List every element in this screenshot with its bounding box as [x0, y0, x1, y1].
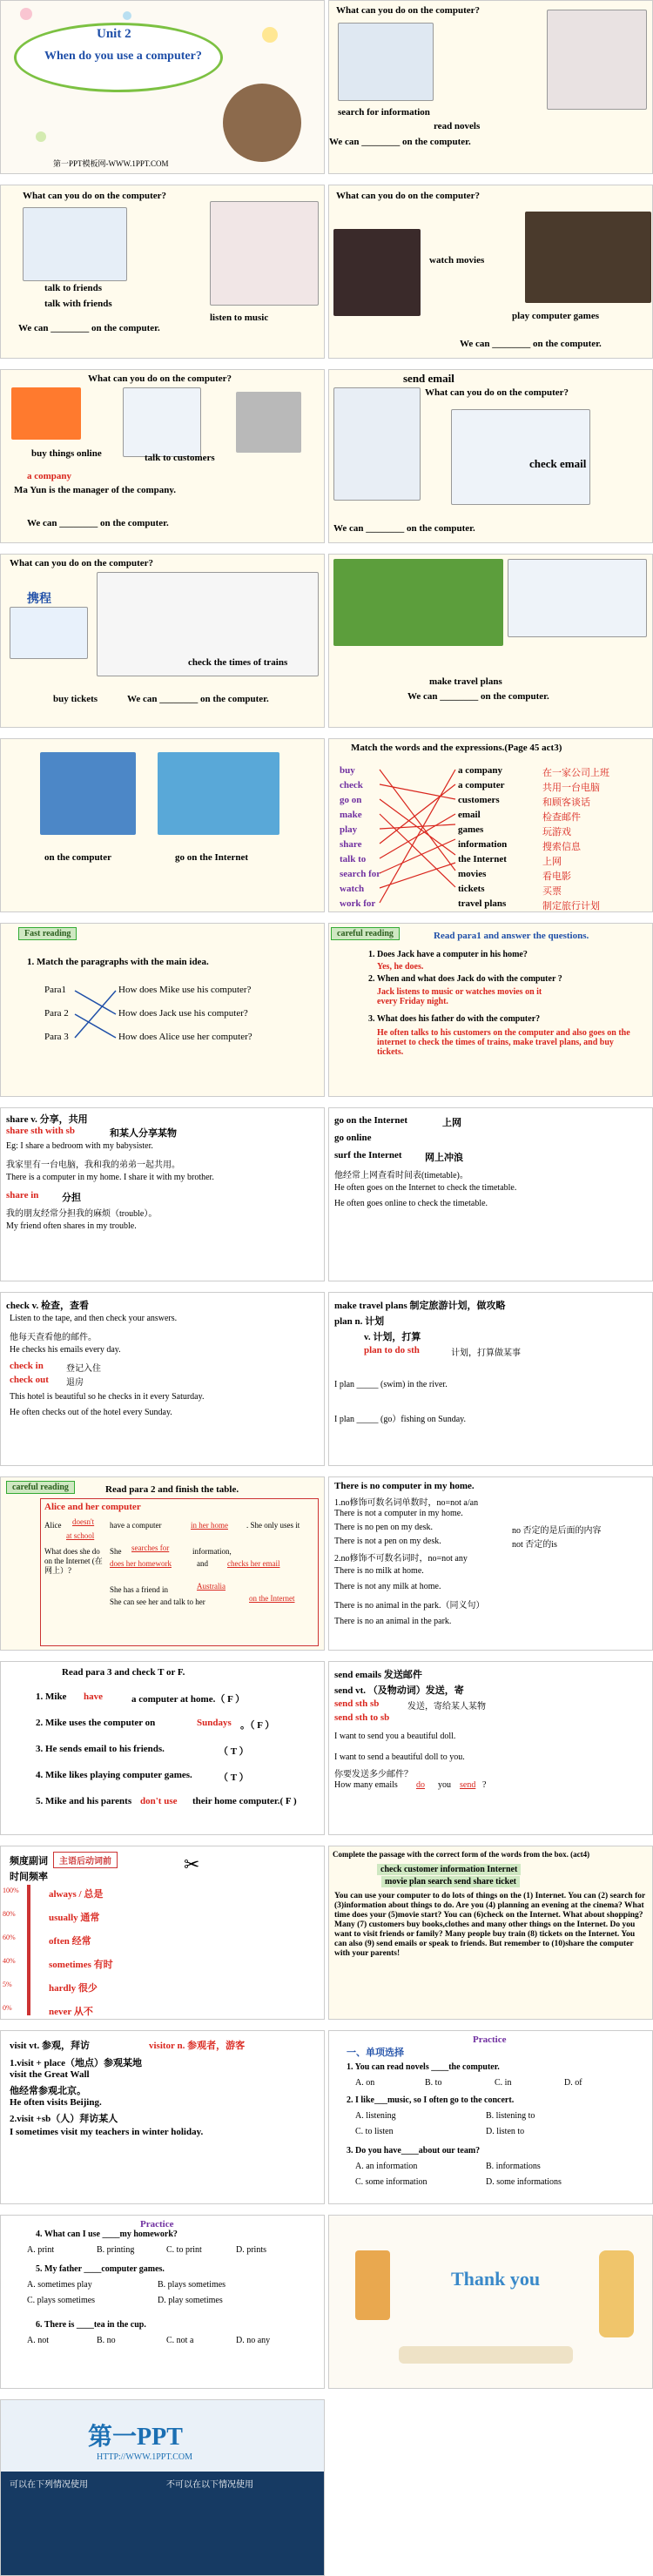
line-4: 2.visit +sb（人）拜访某人: [10, 2114, 118, 2124]
heading: make travel plans 制定旅游计划，做攻略: [334, 1301, 506, 1311]
tf-keyword: have: [84, 1692, 103, 1702]
left-word: go on: [340, 795, 362, 805]
line-3: There is no pen on my desk.: [334, 1523, 434, 1532]
option: A. not: [27, 2336, 49, 2345]
slide-visit: [0, 2030, 325, 2204]
slide-movies: [328, 185, 653, 359]
noun: plan n. 计划: [334, 1316, 385, 1327]
label-customers: talk to customers: [145, 453, 215, 463]
lesson-title: When do you use a computer?: [44, 50, 202, 63]
slide-internet: [0, 738, 325, 912]
option: D. prints: [236, 2245, 266, 2255]
cell-she: She: [110, 1547, 122, 1556]
tf-answer: 。（ F ）: [240, 1720, 275, 1731]
option: B. to: [425, 2078, 442, 2088]
frequency-percent: 80%: [3, 1910, 16, 1918]
careful-reading-tag: careful reading: [331, 927, 400, 940]
slide-title: Read para1 and answer the questions.: [434, 931, 589, 941]
right-word: a computer: [458, 780, 505, 790]
q2: 2. When and what does Jack do with the computer ?: [368, 974, 562, 984]
q5: 5. My father ____computer games.: [36, 2264, 165, 2274]
idea-1: How does Mike use his computer?: [118, 985, 252, 995]
slide-thanks: [328, 2215, 653, 2389]
label-go-internet: go on the Internet: [175, 852, 249, 863]
check-out: check out: [10, 1375, 49, 1385]
left-word: make: [340, 810, 362, 820]
right-word: tickets: [458, 884, 485, 894]
option: D. no any: [236, 2336, 271, 2345]
option: B. no: [97, 2336, 116, 2345]
q1: 1. You can read novels ____the computer.: [347, 2062, 500, 2072]
left-word: search for: [340, 869, 381, 879]
chat-window: [123, 387, 201, 457]
computer-photo: [40, 752, 136, 835]
right-word: customers: [458, 795, 500, 805]
line-3: He often visits Beijing.: [10, 2097, 102, 2108]
taobao-logo: [11, 387, 81, 440]
line-2: go online: [334, 1133, 372, 1143]
slide-brand: [0, 2399, 325, 2576]
slide-match-words: [328, 738, 653, 912]
ctrip-logo: 携程: [27, 593, 51, 606]
match-lines: [329, 739, 653, 912]
slide-frequency: [0, 1846, 325, 2020]
question: 1. Match the paragraphs with the main idea.: [27, 957, 209, 967]
frequency-percent: 0%: [3, 2004, 12, 2012]
example-cn: 他经常上网查看时间表(timetable)。: [334, 1171, 468, 1180]
travel-banner: [333, 559, 503, 646]
pattern-2: send sth to sb: [334, 1712, 390, 1723]
tf-question: 3. He sends email to his friends.: [36, 1744, 165, 1754]
option: B. informations: [486, 2162, 541, 2171]
slide-careful-reading-2: [0, 1476, 325, 1651]
search-screenshot: [338, 23, 434, 101]
tf-answer: their home computer.( F ): [192, 1796, 297, 1806]
tf-answer: （ T ）: [219, 1772, 249, 1783]
slide-title: What can you do on the computer?: [336, 191, 481, 201]
brand-logo: 第一PPT: [88, 2424, 183, 2451]
tf-answer: a computer at home.（ F ）: [131, 1694, 246, 1705]
a1: Yes, he does.: [377, 962, 424, 972]
option: D. listen to: [486, 2127, 525, 2136]
option: B. printing: [97, 2245, 135, 2255]
line-9: There is no an animal in the park.: [334, 1617, 452, 1626]
site-footer: 第一PPT模板网-WWW.1PPT.COM: [53, 159, 169, 168]
chinese-word: 检查邮件: [542, 812, 581, 823]
label-buy-tickets: buy tickets: [53, 694, 98, 704]
thank-you: Thank you: [451, 2268, 541, 2290]
label-times: check the times of trains: [188, 657, 288, 668]
left-word: talk to: [340, 854, 367, 864]
music-screenshot: [210, 201, 319, 306]
left-word: play: [340, 824, 358, 835]
line-2: visit the Great Wall: [10, 2069, 90, 2080]
ticket-site: [10, 607, 88, 659]
pattern: plan to do sth: [364, 1345, 420, 1355]
label-games: play computer games: [512, 311, 600, 321]
slide-email: [328, 369, 653, 543]
line-1: send vt. （及物动词）发送，寄: [334, 1685, 464, 1696]
q3: 3. Do you have____about our team?: [347, 2146, 481, 2156]
frequency-word: hardly 很少: [49, 1983, 98, 1994]
manager-photo: [236, 392, 301, 453]
match-line: [380, 784, 455, 799]
label-check-email: check email: [529, 457, 587, 470]
example-3-d: send: [460, 1780, 476, 1790]
right-word: the Internet: [458, 854, 507, 864]
tf-keyword: Sundays: [197, 1718, 232, 1728]
slide-title: What can you do on the computer?: [88, 373, 232, 384]
label-send-email: send email: [403, 372, 454, 385]
novel-screenshot: [547, 10, 647, 110]
idea-3: How does Alice use her computer?: [118, 1032, 252, 1042]
match-line: [75, 1014, 116, 1038]
heading: send emails 发送邮件: [334, 1670, 422, 1680]
option: C. in: [495, 2078, 512, 2088]
label-talk-to: talk to friends: [44, 283, 102, 293]
blank-sentence: We can ________ on the computer.: [18, 323, 160, 333]
line-5: I sometimes visit my teachers in winter holiday.: [10, 2127, 204, 2137]
line-3-cn: 网上冲浪: [425, 1153, 463, 1163]
rule-2: 2.no修饰不可数名词时，no=not any: [334, 1554, 468, 1564]
check-out-cn: 退房: [66, 1378, 84, 1388]
cell-australia: Australia: [197, 1582, 226, 1591]
example-3-cn: 你要发送多少邮件？: [334, 1770, 413, 1779]
option: A. print: [27, 2245, 55, 2255]
slide-fast-reading: [0, 923, 325, 1097]
frequency-percent: 5%: [3, 1981, 12, 1988]
match-line: [75, 991, 116, 1014]
line-1: 1.visit + place（地点）参观某地: [10, 2058, 143, 2068]
line-4-cn: not 否定的is: [512, 1540, 557, 1550]
match-line: [380, 784, 455, 844]
cell-info: information,: [192, 1547, 232, 1556]
example-2: I want to send a beautiful doll to you.: [334, 1752, 465, 1762]
q6: 6. There is ____tea in the cup.: [36, 2320, 146, 2330]
pencil-cup-icon: [355, 2250, 390, 2320]
chinese-word: 看电影: [542, 871, 571, 882]
chinese-word: 玩游戏: [542, 827, 571, 837]
label-movies: watch movies: [429, 255, 485, 266]
example-3-e: ?: [482, 1780, 487, 1790]
option: D. some informations: [486, 2177, 562, 2187]
line-3-cn: no 否定的是后面的内容: [512, 1526, 602, 1536]
slide-shopping: [0, 369, 325, 543]
manager-sentence: Ma Yun is the manager of the company.: [14, 485, 176, 495]
right-word: a company: [458, 765, 503, 776]
slide-title: What can you do on the computer?: [23, 191, 167, 201]
option: C. to print: [166, 2245, 202, 2255]
match-line: [75, 991, 116, 1038]
slide-practice-2: [0, 2215, 325, 2389]
frequency-word: sometimes 有时: [49, 1960, 113, 1970]
para-1: Para1: [44, 985, 67, 995]
slide-go-online: [328, 1107, 653, 1281]
frequency-percent: 40%: [3, 1957, 16, 1965]
left-word: buy: [340, 765, 355, 776]
right-word: information: [458, 839, 508, 850]
chinese-word: 共用一台电脑: [542, 783, 600, 793]
cell-uses: . She only uses it: [246, 1521, 300, 1530]
example-2: He often goes online to check the timetable.: [334, 1199, 488, 1208]
label-talk-with: talk with friends: [44, 299, 112, 309]
line-4: There is not a pen on my desk.: [334, 1537, 441, 1546]
animal-row: [399, 2346, 573, 2364]
example-1: Listen to the tape, and then check your answers.: [10, 1314, 178, 1323]
cell-friend: She has a friend in: [110, 1585, 168, 1594]
check-in: check in: [10, 1361, 44, 1371]
q2: 2. I like___music, so I often go to the concert.: [347, 2095, 515, 2105]
cell-internet: on the Internet: [249, 1594, 295, 1603]
a2: Jack listens to music or watches movies on it every Friday night.: [377, 987, 542, 1006]
blank-sentence: We can ________ on the computer.: [27, 518, 169, 528]
slide-travel: [328, 554, 653, 728]
slide-tickets: [0, 554, 325, 728]
cell-school: at school: [66, 1531, 95, 1540]
exercise-1: I plan _____ (swim) in the river.: [334, 1380, 448, 1389]
fast-reading-tag: Fast reading: [18, 927, 77, 940]
label-novels: read novels: [434, 121, 481, 131]
label-on-computer: on the computer: [44, 852, 111, 863]
frequency-percent: 60%: [3, 1934, 16, 1941]
example-2: He checks his emails every day.: [10, 1345, 121, 1355]
option: C. to listen: [355, 2127, 394, 2136]
tf-question: 4. Mike likes playing computer games.: [36, 1770, 192, 1780]
line-6: There is no milk at home.: [334, 1566, 424, 1576]
blank-sentence: We can ________ on the computer.: [329, 137, 471, 147]
word-box-1: check customer information Internet: [377, 1864, 521, 1875]
line-2-cn: 他经常参观北京。: [10, 2086, 86, 2096]
globe-mascot: [223, 84, 301, 162]
match-lines: [1, 924, 325, 1097]
slide-title: Match the words and the expressions.(Page 45 act3): [351, 743, 562, 753]
q4: 4. What can I use ____my homework?: [36, 2230, 178, 2239]
blank-sentence: We can ________ on the computer.: [407, 691, 549, 702]
word-box-2: movie plan search send share ticket: [381, 1876, 520, 1887]
brand-url: HTTP://WWW.1PPT.COM: [97, 2452, 193, 2462]
frequency-word: never 从不: [49, 2007, 93, 2017]
a3: He often talks to his customers on the computer and also goes on the internet to check the times of trains, make travel plans, and buy tickets.: [377, 1028, 630, 1057]
option: B. listening to: [486, 2111, 535, 2121]
example-1: He often goes on the Internet to check the timetable.: [334, 1183, 517, 1193]
match-line: [380, 770, 455, 903]
slide-title: What can you do on the computer?: [10, 558, 154, 568]
example-1-cn: 我家里有一台电脑，我和我的弟弟一起共用。: [6, 1160, 180, 1170]
chinese-word: 制定旅行计划: [542, 901, 600, 911]
cell-email: checks her email: [227, 1559, 280, 1568]
heading: There is no computer in my home.: [334, 1481, 475, 1491]
phrase-2: share in: [6, 1190, 39, 1201]
allowed-heading: 可以在下列情况使用: [10, 2480, 88, 2490]
slide-send: [328, 1661, 653, 1835]
chinese-word: 和顾客谈话: [542, 797, 590, 808]
pattern-cn: 计划，打算做某事: [451, 1349, 521, 1358]
movies-screenshot: [333, 229, 421, 316]
scissors-icon: ✂: [184, 1853, 200, 1875]
frequency-word: often 经常: [49, 1936, 91, 1947]
heading: visit vt. 参观，拜访: [10, 2041, 90, 2051]
tf-keyword: don't use: [140, 1796, 178, 1806]
chinese-word: 在一家公司上班: [542, 768, 609, 778]
option: B. plays sometimes: [158, 2280, 226, 2290]
chinese-word: 买票: [542, 886, 562, 897]
phrase-cn: 和某人分享某物: [110, 1128, 177, 1139]
heading: check v. 检查，查看: [6, 1301, 90, 1311]
option: A. an information: [355, 2162, 418, 2171]
subheading: 时间频率: [10, 1872, 48, 1882]
label-travel: make travel plans: [429, 676, 502, 687]
example-3-a: How many emails: [334, 1780, 398, 1790]
example-2: There is a computer in my home. I share it with my brother.: [6, 1173, 214, 1182]
cell-question: What does she do on the Internet (在网上）?: [44, 1547, 103, 1575]
slide-practice-1: [328, 2030, 653, 2204]
unit-title: Unit 2: [97, 27, 131, 41]
heading-2: visitor n. 参观者，游客: [149, 2041, 246, 2051]
heading: go on the Internet: [334, 1115, 408, 1126]
cell-search: searches for: [131, 1544, 170, 1552]
q3: 3. What does his father do with the computer?: [368, 1014, 541, 1024]
cell-have: have a computer: [110, 1521, 162, 1530]
option: D. play sometimes: [158, 2296, 223, 2305]
example-1: Eg: I share a bedroom with my babysister.: [6, 1141, 153, 1151]
slide-search: [328, 0, 653, 174]
slide-title: Read para 3 and check T or F.: [62, 1667, 185, 1678]
cell-alice: Alice: [44, 1521, 62, 1530]
heading-cn: 上网: [442, 1118, 461, 1128]
title-slide: [0, 0, 325, 174]
rule-1: 1.no修饰可数名词单数时，no=not a/an: [334, 1498, 479, 1508]
frequency-axis: [27, 1885, 30, 2015]
disallowed-heading: 不可以在以下情况使用: [166, 2480, 253, 2490]
line-7: There is not any milk at home.: [334, 1582, 441, 1591]
slide-true-false: [0, 1661, 325, 1835]
left-word: work for: [340, 898, 376, 909]
blank-sentence: We can ________ on the computer.: [127, 694, 269, 704]
option: C. not a: [166, 2336, 194, 2345]
chat-screenshot: [23, 207, 127, 281]
slide-title: Complete the passage with the correct form of the words from the box. (act4): [333, 1850, 590, 1859]
left-word: share: [340, 839, 362, 850]
exercise-2: I plan _____ (go）fishing on Sunday.: [334, 1415, 467, 1424]
right-word: movies: [458, 869, 487, 879]
tf-question: 5. Mike and his parents: [36, 1796, 132, 1806]
example-3: My friend often shares in my trouble.: [6, 1221, 137, 1231]
label-music: listen to music: [210, 313, 269, 323]
check-in-cn: 登记入住: [66, 1364, 101, 1374]
cell-see: She can see her and talk to her: [110, 1597, 205, 1606]
label-buy: buy things online: [31, 448, 102, 459]
slide-title: What can you do on the computer?: [425, 387, 569, 398]
heading: 频度副词: [10, 1856, 48, 1866]
tf-question: 1. Mike: [36, 1692, 67, 1702]
line-2: There is not a computer in my home.: [334, 1509, 463, 1518]
label-search: search for information: [338, 107, 430, 118]
passage: You can use your computer to do lots of things on the (1) Internet. You can (2) search for (3)information about things to do. Are you (4) planning an evening at the cinema? What time does your (5)movie start? You can (6)check on the Internet. What about shopping? Many (7) customers buy books,clothes and many other things on the Internet. Do you want to visit friends or family? Many people buy train (8) tickets on the Internet. You can also (9) send emails or speak to friends. But remember to (10)share the computer with your parents!: [334, 1892, 646, 1958]
table-head: Alice and her computer: [44, 1502, 141, 1512]
option: A. sometimes play: [27, 2280, 92, 2290]
heading: 一、单项选择: [347, 2048, 404, 2058]
slide-careful-reading-1: [328, 923, 653, 1097]
right-word: travel plans: [458, 898, 507, 909]
example-4: He often checks out of the hotel every Sunday.: [10, 1408, 172, 1417]
slide-talk: [0, 185, 325, 359]
line-3: surf the Internet: [334, 1150, 402, 1160]
blank-sentence: We can ________ on the computer.: [333, 523, 475, 534]
blank-sentence: We can ________ on the computer.: [460, 339, 602, 349]
option: D. of: [564, 2078, 582, 2088]
tf-answer: （ T ）: [219, 1746, 249, 1757]
example-1: I want to send you a beautiful doll.: [334, 1732, 456, 1741]
email-screenshot: [333, 387, 421, 501]
practice-tag: Practice: [140, 2219, 174, 2230]
idea-2: How does Jack use his computer?: [118, 1008, 248, 1019]
left-word: watch: [340, 884, 365, 894]
cell-home: in her home: [191, 1521, 228, 1530]
q1: 1. Does Jack have a computer in his home?: [368, 950, 528, 959]
cell-and: and: [197, 1559, 208, 1568]
line-8: There is no animal in the park.（同义句）: [334, 1601, 485, 1611]
left-word: check: [340, 780, 363, 790]
heading: share v. 分享，共用: [6, 1114, 88, 1125]
chinese-word: 上网: [542, 857, 562, 867]
position-tag: 主语后动词前: [53, 1852, 118, 1868]
para-3: Para 3: [44, 1032, 69, 1042]
example-1-cn: 他每天查看他的邮件。: [10, 1333, 97, 1342]
example-3-c: you: [438, 1780, 451, 1790]
example-3: This hotel is beautiful so he checks in it every Saturday.: [10, 1392, 205, 1402]
example-3-cn: 我的朋友经常分担我的麻烦（trouble）。: [6, 1209, 158, 1219]
slide-passage: [328, 1846, 653, 2020]
internet-photo: [158, 752, 279, 835]
frequency-word: usually 通常: [49, 1913, 100, 1923]
option: C. some information: [355, 2177, 427, 2187]
slide-check: [0, 1292, 325, 1466]
phrase: share sth with sb: [6, 1126, 75, 1136]
slide-title: Read para 2 and finish the table.: [105, 1484, 239, 1495]
chinese-word: 搜索信息: [542, 842, 581, 852]
verb: v. 计划，打算: [364, 1332, 421, 1342]
gaming-photo: [525, 212, 651, 303]
right-word: email: [458, 810, 481, 820]
right-word: games: [458, 824, 484, 835]
para-2: Para 2: [44, 1008, 69, 1019]
giraffe-icon: [599, 2250, 634, 2337]
example-3-b: do: [416, 1780, 425, 1790]
option: A. listening: [355, 2111, 396, 2121]
frequency-word: always / 总是: [49, 1889, 104, 1900]
option: A. on: [355, 2078, 375, 2088]
cell-doesnt: doesn't: [72, 1517, 95, 1526]
slide-plan: [328, 1292, 653, 1466]
cell-homework: does her homework: [110, 1559, 172, 1568]
practice-tag: Practice: [473, 2035, 507, 2045]
match-line: [380, 863, 455, 888]
frequency-percent: 100%: [3, 1887, 19, 1894]
label-company: a company: [27, 471, 72, 481]
careful-reading-tag: careful reading: [6, 1481, 75, 1494]
slide-share: [0, 1107, 325, 1281]
slide-title: What can you do on the computer?: [336, 5, 481, 16]
option: C. plays sometimes: [27, 2296, 96, 2305]
pattern-1: send sth sb: [334, 1698, 380, 1709]
phrase-2-cn: 分担: [62, 1193, 81, 1203]
pattern-1-cn: 发送，寄给某人某物: [407, 1702, 486, 1712]
travel-site: [508, 559, 647, 637]
tf-question: 2. Mike uses the computer on: [36, 1718, 156, 1728]
slide-there-is-no: [328, 1476, 653, 1651]
